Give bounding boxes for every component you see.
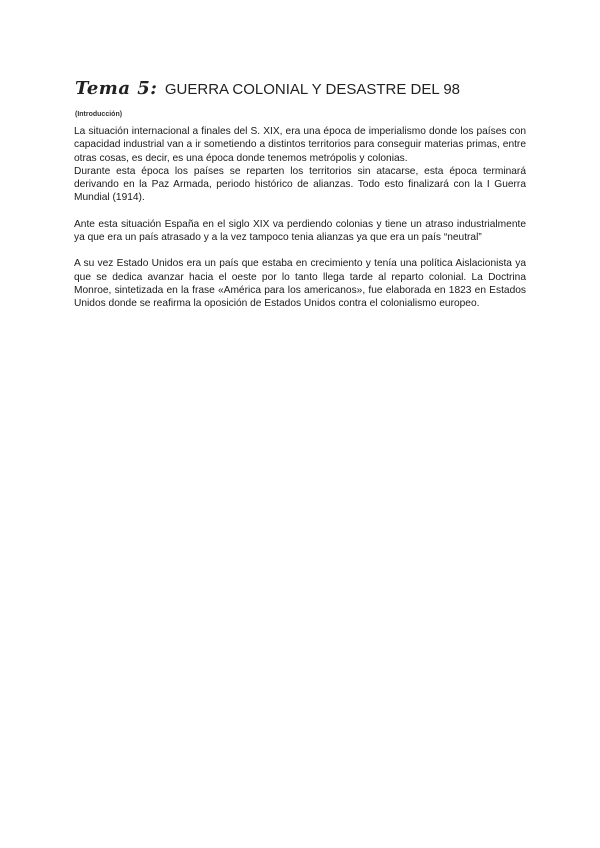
title-prefix: Tema 5: (75, 78, 158, 99)
page-title (75, 78, 460, 99)
subtitle: (Introducción) (75, 111, 123, 118)
title-text: GUERRA COLONIAL Y DESASTRE DEL 98 (164, 81, 460, 98)
paragraph: Ante esta situación España en el siglo XIX va perdiendo colonias y tiene un atraso industrialmente ya que era un país atrasado y a la vez tampoco tenia alianzas ya que era un país “neutral” (74, 218, 526, 244)
document-body (74, 125, 526, 311)
paragraph-gap (74, 244, 526, 257)
paragraph: La situación internacional a finales del S. XIX, era una época de imperialismo donde los países con capacidad industrial van a ir sometiendo a distintos territorios para conseguir materias primas, entre otras cosas, es decir, es una época donde tenemos metrópolis y colonias. (74, 126, 526, 164)
paragraph: Durante esta época los países se reparten los territorios sin atacarse, esta época terminará derivando en la Paz Armada, periodo histórico de alianzas. Todo esto finalizará con la I Guerra Mundial (1914). (74, 165, 526, 204)
paragraph-gap (74, 205, 526, 218)
paragraph: A su vez Estado Unidos era un país que estaba en crecimiento y tenía una política Aislacionista ya que se dedica avanzar hacia el oeste por lo tanto llega tarde al reparto colonial. La Doctrina Monroe, sintetizada en la frase «América para los americanos», fue elaborada en 1823 en Estados Unidos donde se reafirma la oposición de Estados Unidos contra el colonialismo europeo. (74, 258, 526, 310)
